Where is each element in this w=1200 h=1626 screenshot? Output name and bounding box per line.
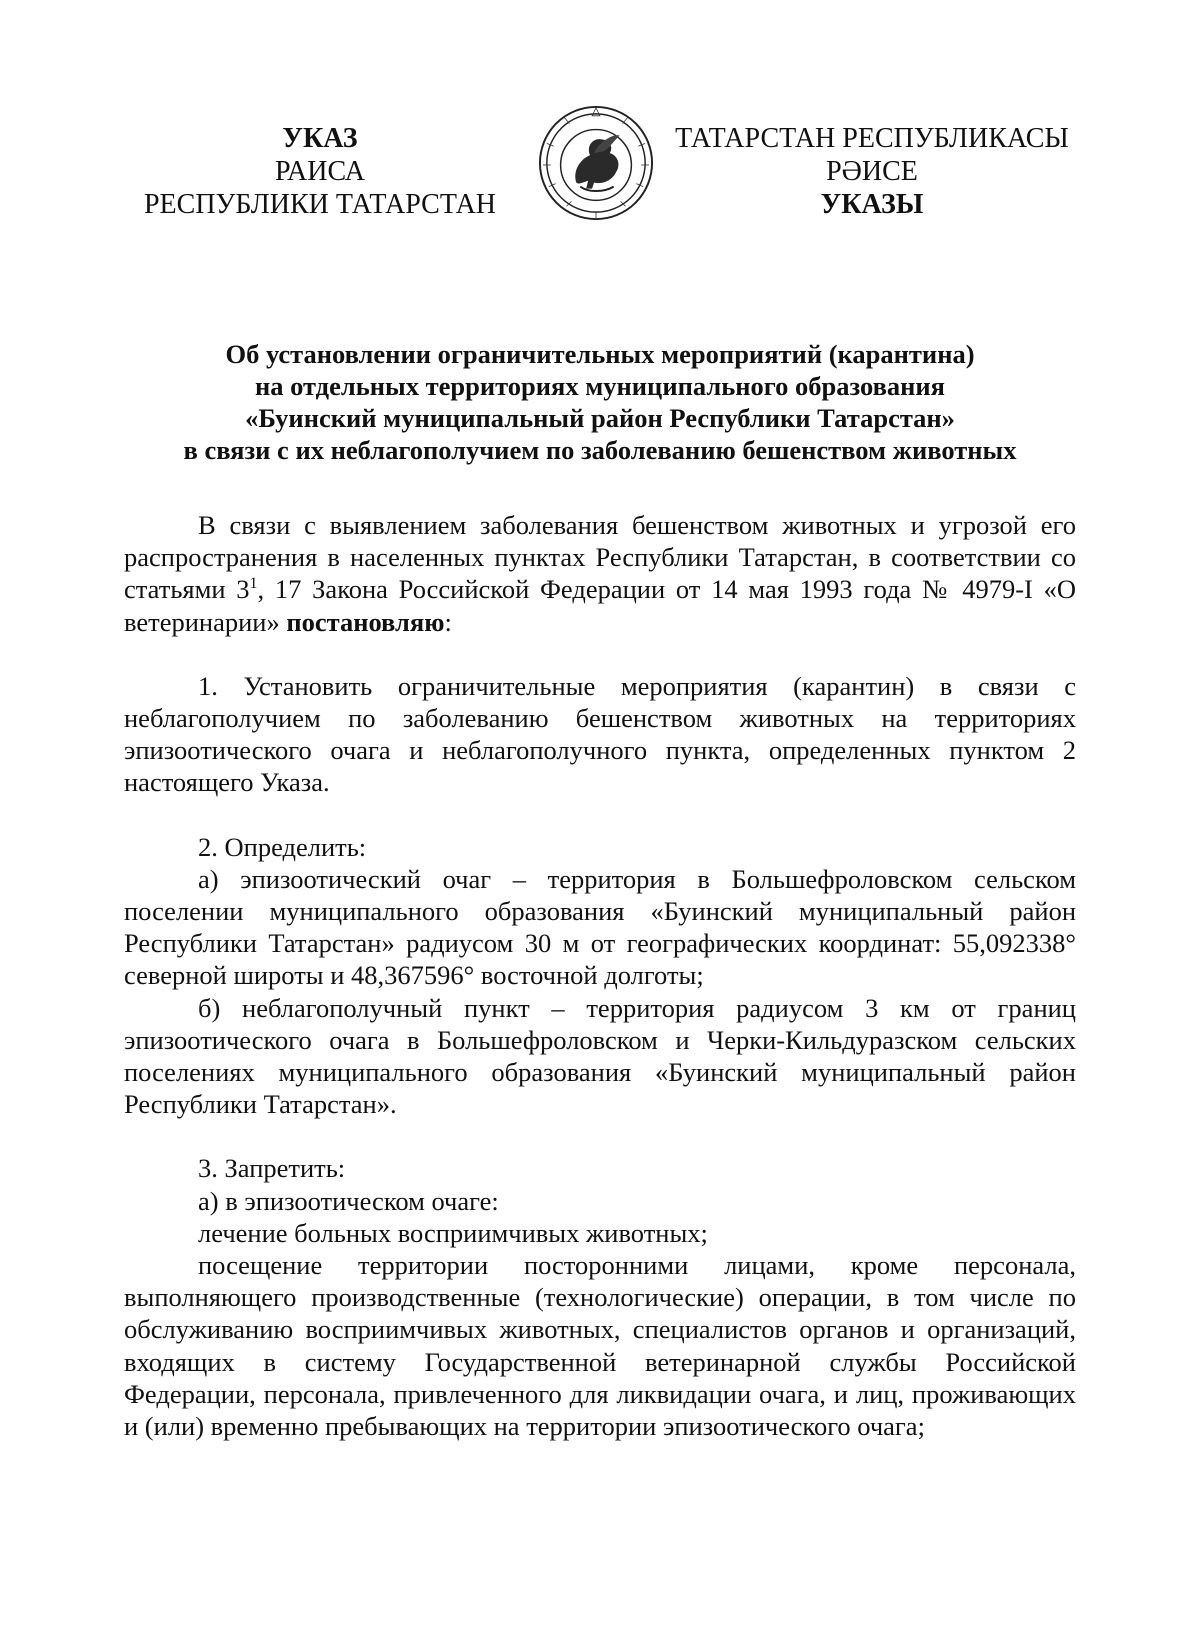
- item-3-heading: 3. Запретить:: [198, 1153, 346, 1184]
- title-line2: на отдельных территориях муниципального образования: [254, 371, 946, 401]
- item-3a-line2: посещение территории посторонними лицами, кроме персонала, выполняющего производственные (технологические) операции, в том числе по обслуживанию восприимчивых животных, специалистов органов и организаций, входящих в систему Государственной ветеринарной службы Российской Федерации, персонала, привлеченного для ликвидации очага, и лиц, проживающих и (или) временно пребывающих на территории эпизоотического очага;: [124, 1250, 1076, 1442]
- item-1-paragraph: 1. Установить ограничительные мероприятия (карантин) в связи с неблагополучием по заболеванию бешенством животных на территориях эпизоотического очага и неблагополучного пункта, определенных пунктом 2 настоящего Указа.: [124, 670, 1076, 798]
- preamble-paragraph: [124, 509, 1076, 638]
- item-3a-heading: а) в эпизоотическом очаге:: [198, 1185, 499, 1216]
- item-2-heading: 2. Определить:: [198, 831, 367, 862]
- preamble-text-continued: , 17 Закона Российской Федерации от 14 мая 1993 года № 4979-I «О ветеринарии»: [124, 574, 1076, 637]
- item-2a-paragraph: а) эпизоотический очаг – территория в Большефроловском сельском поселении муниципального образования «Буинский муниципальный район Республики Татарстан» радиусом 30 м от географических координат: 55,092338° северной широты и 48,367596° восточной долготы;: [124, 863, 1076, 991]
- header-right-line2: РӘИСЕ: [826, 156, 918, 187]
- preamble-bold-word: постановляю: [286, 606, 445, 637]
- decree-body: [124, 509, 1076, 1442]
- tatarstan-coat-of-arms-icon: [537, 104, 655, 222]
- header-russian: [120, 122, 520, 221]
- title-line4: в связи с их неблагополучием по заболеванию бешенством животных: [183, 435, 1017, 465]
- header-right-line3: УКАЗЫ: [820, 189, 924, 220]
- header-tatar: [672, 122, 1072, 221]
- header-left-line1: УКАЗ: [282, 123, 358, 154]
- header-left-line2: РАИСА: [275, 156, 365, 187]
- preamble-text: В связи с выявлением заболевания бешенством животных и угрозой его распространения в населенных пунктах Республики Татарстан, в соответствии со статьями 3: [124, 510, 1076, 605]
- item-2b-paragraph: б) неблагополучный пункт – территория радиусом 3 км от границ эпизоотического очага в Большефроловском и Черки-Кильдуразском сельских поселениях муниципального образования «Буинский муниципальный район Республики Татарстан».: [124, 992, 1076, 1120]
- title-line3: «Буинский муниципальный район Республики Татарстан»: [245, 403, 955, 433]
- title-line1: Об установлении ограничительных мероприятий (карантина): [225, 339, 975, 369]
- header-left-line3: РЕСПУБЛИКИ ТАТАРСТАН: [143, 189, 497, 220]
- item-3a-line1: лечение больных восприимчивых животных;: [198, 1217, 708, 1248]
- preamble-superscript: 1: [249, 575, 258, 593]
- decree-title: [120, 338, 1080, 466]
- header-right-line1: ТАТАРСТАН РЕСПУБЛИКАСЫ: [675, 123, 1069, 154]
- preamble-colon: :: [444, 606, 452, 637]
